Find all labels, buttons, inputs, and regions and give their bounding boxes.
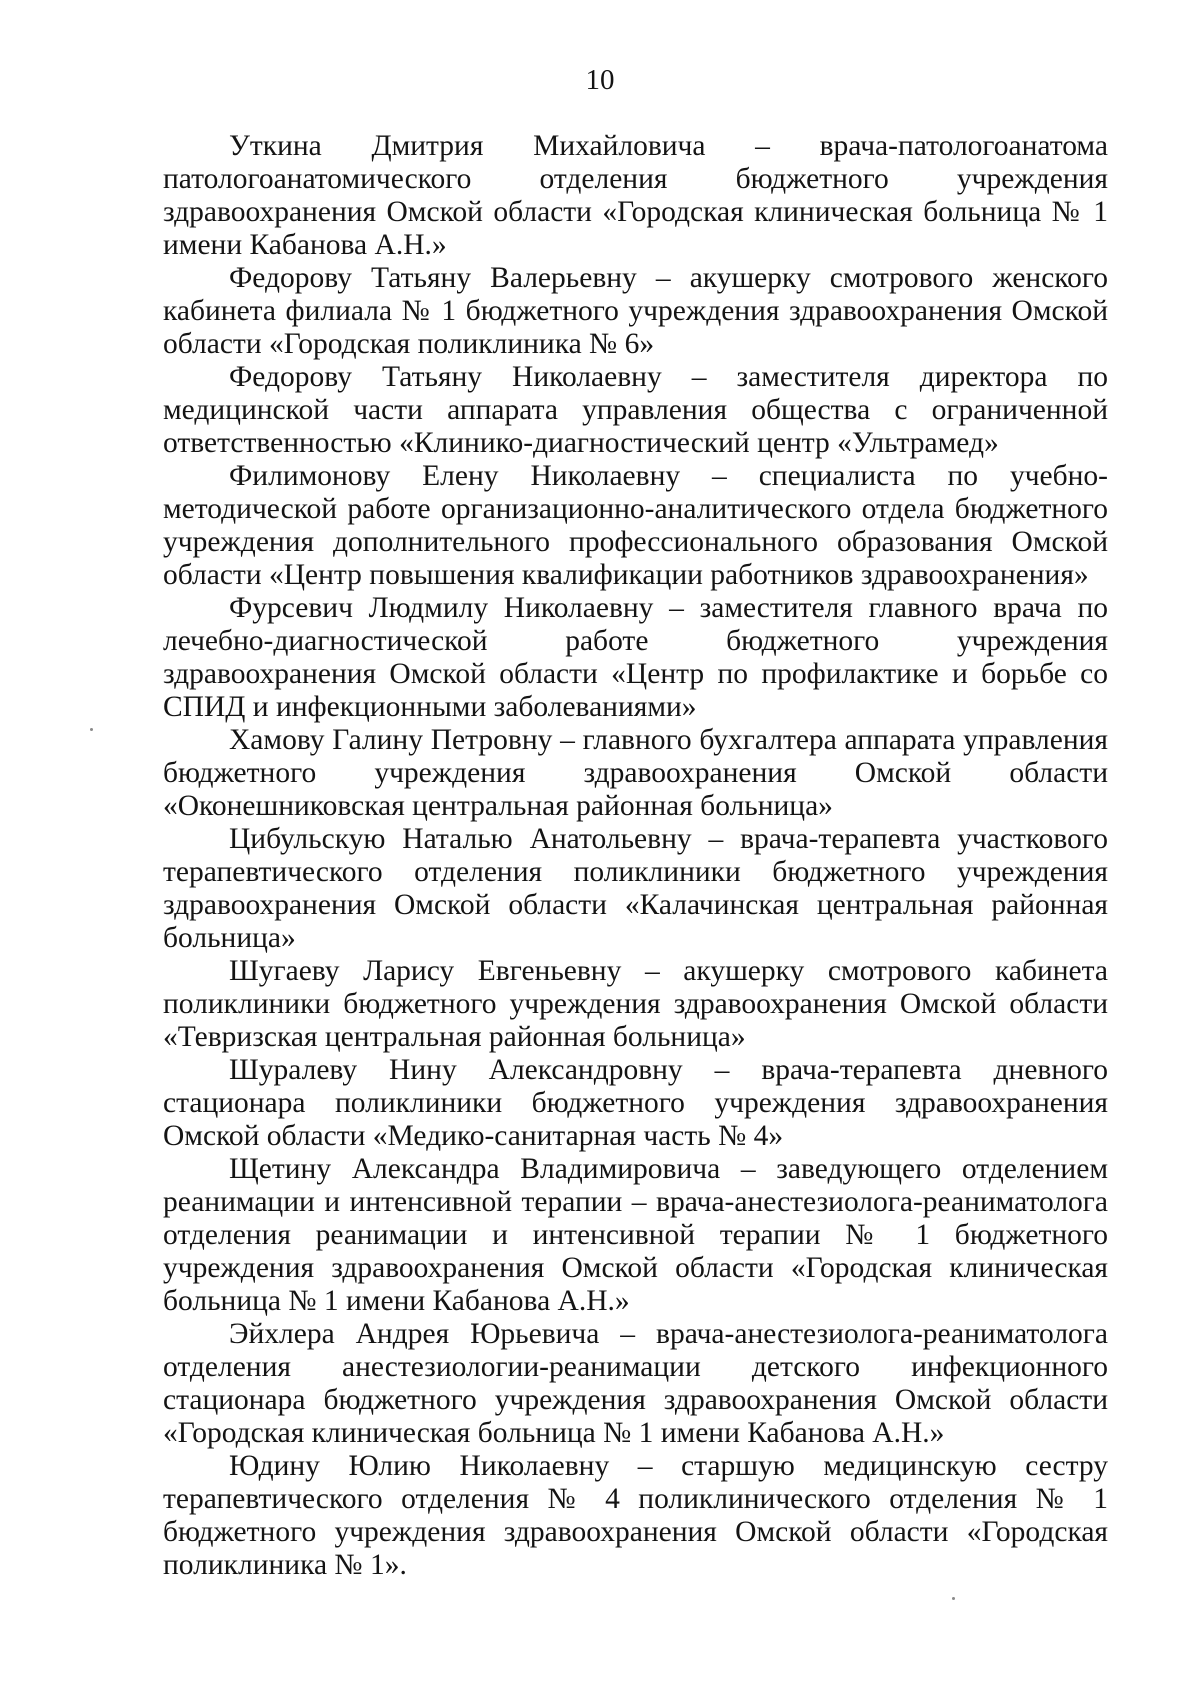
scan-speck — [952, 1597, 955, 1600]
award-entry: Щетину Александра Владимировича – заведующего отделением реанимации и интенсивной терапии – врача-анестезиолога-реаниматолога отделения реанимации и интенсивной терапии № 1 бюджетного учреждения здравоохранения Омской области «Городская клиническая больница № 1 имени Кабанова А.Н.» — [163, 1153, 1108, 1317]
page-number: 10 — [585, 64, 615, 96]
award-list — [163, 130, 1108, 1582]
award-entry: Филимонову Елену Николаевну – специалиста по учебно-методической работе организационно-аналитического отдела бюджетного учреждения дополнительного профессионального образования Омской области «Центр повышения квалификации работников здравоохранения» — [163, 460, 1108, 591]
award-entry: Федорову Татьяну Валерьевну – акушерку смотрового женского кабинета филиала № 1 бюджетного учреждения здравоохранения Омской области «Городская поликлиника № 6» — [163, 262, 1108, 360]
scan-speck — [90, 728, 93, 731]
award-entry: Федорову Татьяну Николаевну – заместителя директора по медицинской части аппарата управления общества с ограниченной ответственностью «Клинико-диагностический центр «Ультрамед» — [163, 361, 1108, 459]
award-entry: Хамову Галину Петровну – главного бухгалтера аппарата управления бюджетного учреждения здравоохранения Омской области «Оконешниковская центральная районная больница» — [163, 724, 1108, 822]
award-entry: Цибульскую Наталью Анатольевну – врача-терапевта участкового терапевтического отделения поликлиники бюджетного учреждения здравоохранения Омской области «Калачинская центральная районная больница» — [163, 823, 1108, 954]
award-entry: Эйхлера Андрея Юрьевича – врача-анестезиолога-реаниматолога отделения анестезиологии-реанимации детского инфекционного стационара бюджетного учреждения здравоохранения Омской области «Городская клиническая больница № 1 имени Кабанова А.Н.» — [163, 1318, 1108, 1449]
award-entry: Уткина Дмитрия Михайловича – врача-патологоанатома патологоанатомического отделения бюджетного учреждения здравоохранения Омской области «Городская клиническая больница № 1 имени Кабанова А.Н.» — [163, 130, 1108, 261]
award-entry: Юдину Юлию Николаевну – старшую медицинскую сестру терапевтического отделения № 4 поликлинического отделения № 1 бюджетного учреждения здравоохранения Омской области «Городская поликлиника № 1». — [163, 1450, 1108, 1581]
award-entry: Шуралеву Нину Александровну – врача-терапевта дневного стационара поликлиники бюджетного учреждения здравоохранения Омской области «Медико-санитарная часть № 4» — [163, 1054, 1108, 1152]
award-entry: Фурсевич Людмилу Николаевну – заместителя главного врача по лечебно-диагностической работе бюджетного учреждения здравоохранения Омской области «Центр по профилактике и борьбе со СПИД и инфекционными заболеваниями» — [163, 592, 1108, 723]
award-entry: Шугаеву Ларису Евгеньевну – акушерку смотрового кабинета поликлиники бюджетного учреждения здравоохранения Омской области «Тевризская центральная районная больница» — [163, 955, 1108, 1053]
